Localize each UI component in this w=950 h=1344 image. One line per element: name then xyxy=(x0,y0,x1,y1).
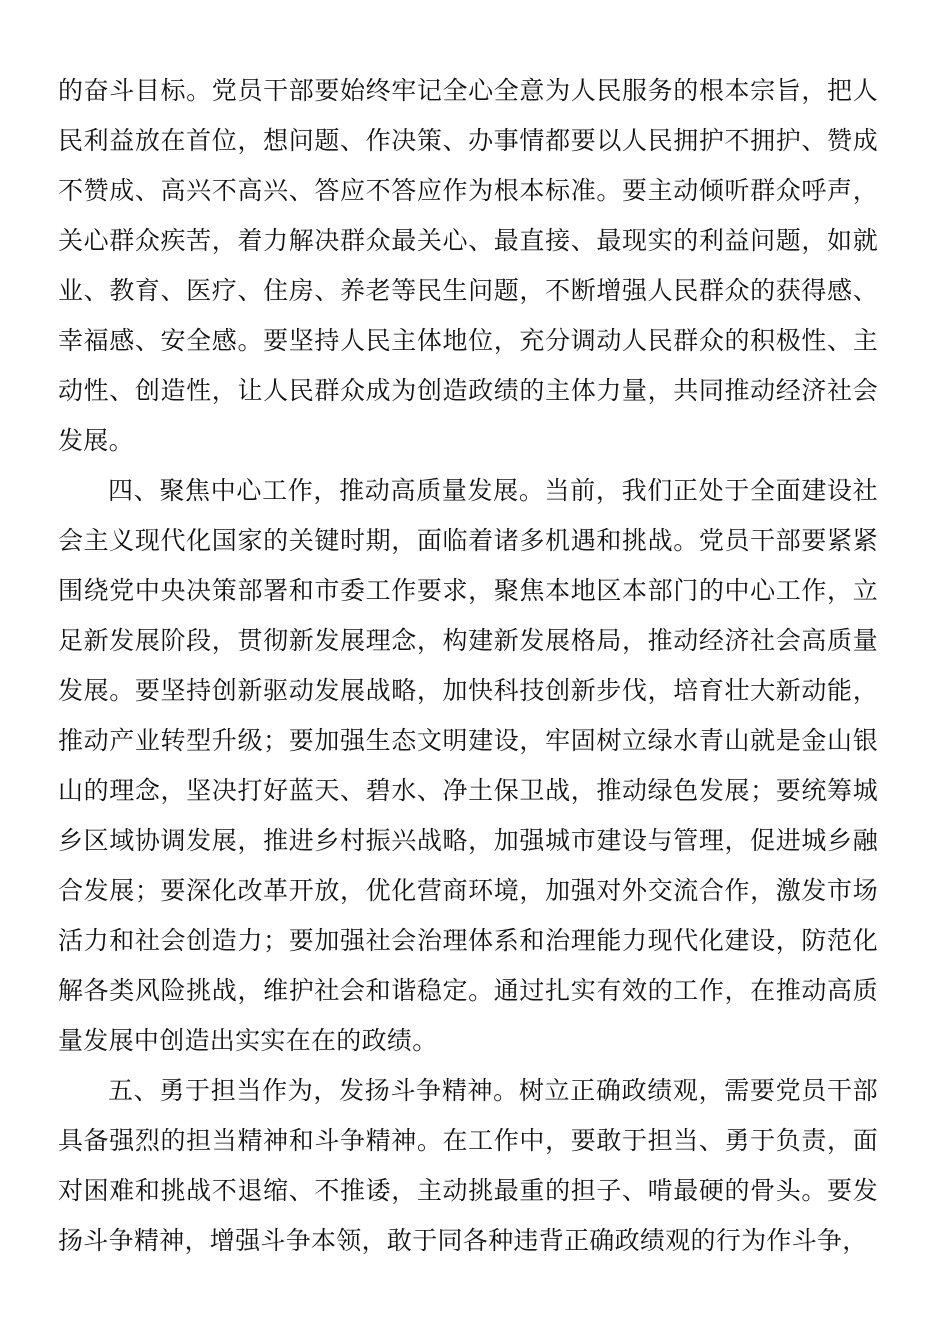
paragraph-section-five: 五、勇于担当作为，发扬斗争精神。树立正确政绩观，需要党员干部具备强烈的担当精神和斗争精神。在工作中，要敢于担当、勇于负责，面对困难和挑战不退缩、不推诿，主动挑最重的担子、啃最硬的骨头。要发扬斗争精神，增强斗争本领，敢于同各种违背正确政绩观的行为作斗争， xyxy=(58,1076,878,1255)
document-page xyxy=(58,66,878,1266)
paragraph-section-four: 四、聚焦中心工作，推动高质量发展。当前，我们正处于全面建设社会主义现代化国家的关键时期，面临着诸多机遇和挑战。党员干部要紧紧围绕党中央决策部署和市委工作要求，聚焦本地区本部门的中心工作，立足新发展阶段，贯彻新发展理念，构建新发展格局，推动经济社会高质量发展。要坚持创新驱动发展战略，加快科技创新步伐，培育壮大新动能，推动产业转型升级；要加强生态文明建设，牢固树立绿水青山就是金山银山的理念，坚决打好蓝天、碧水、净土保卫战，推动绿色发展；要统筹城乡区域协调发展，推进乡村振兴战略，加强城市建设与管理，促进城乡融合发展；要深化改革开放，优化营商环境，加强对外交流合作，激发市场活力和社会创造力；要加强社会治理体系和治理能力现代化建设，防范化解各类风险挑战，维护社会和谐稳定。通过扎实有效的工作，在推动高质量发展中创造出实实在在的政绩。 xyxy=(58,476,878,1055)
paragraph-people-centered: 的奋斗目标。党员干部要始终牢记全心全意为人民服务的根本宗旨，把人民利益放在首位，想问题、作决策、办事情都要以人民拥护不拥护、赞成不赞成、高兴不高兴、答应不答应作为根本标准。要主动倾听群众呼声，关心群众疾苦，着力解决群众最关心、最直接、最现实的利益问题，如就业、教育、医疗、住房、养老等民生问题，不断增强人民群众的获得感、幸福感、安全感。要坚持人民主体地位，充分调动人民群众的积极性、主动性、创造性，让人民群众成为创造政绩的主体力量，共同推动经济社会发展。 xyxy=(58,76,878,455)
